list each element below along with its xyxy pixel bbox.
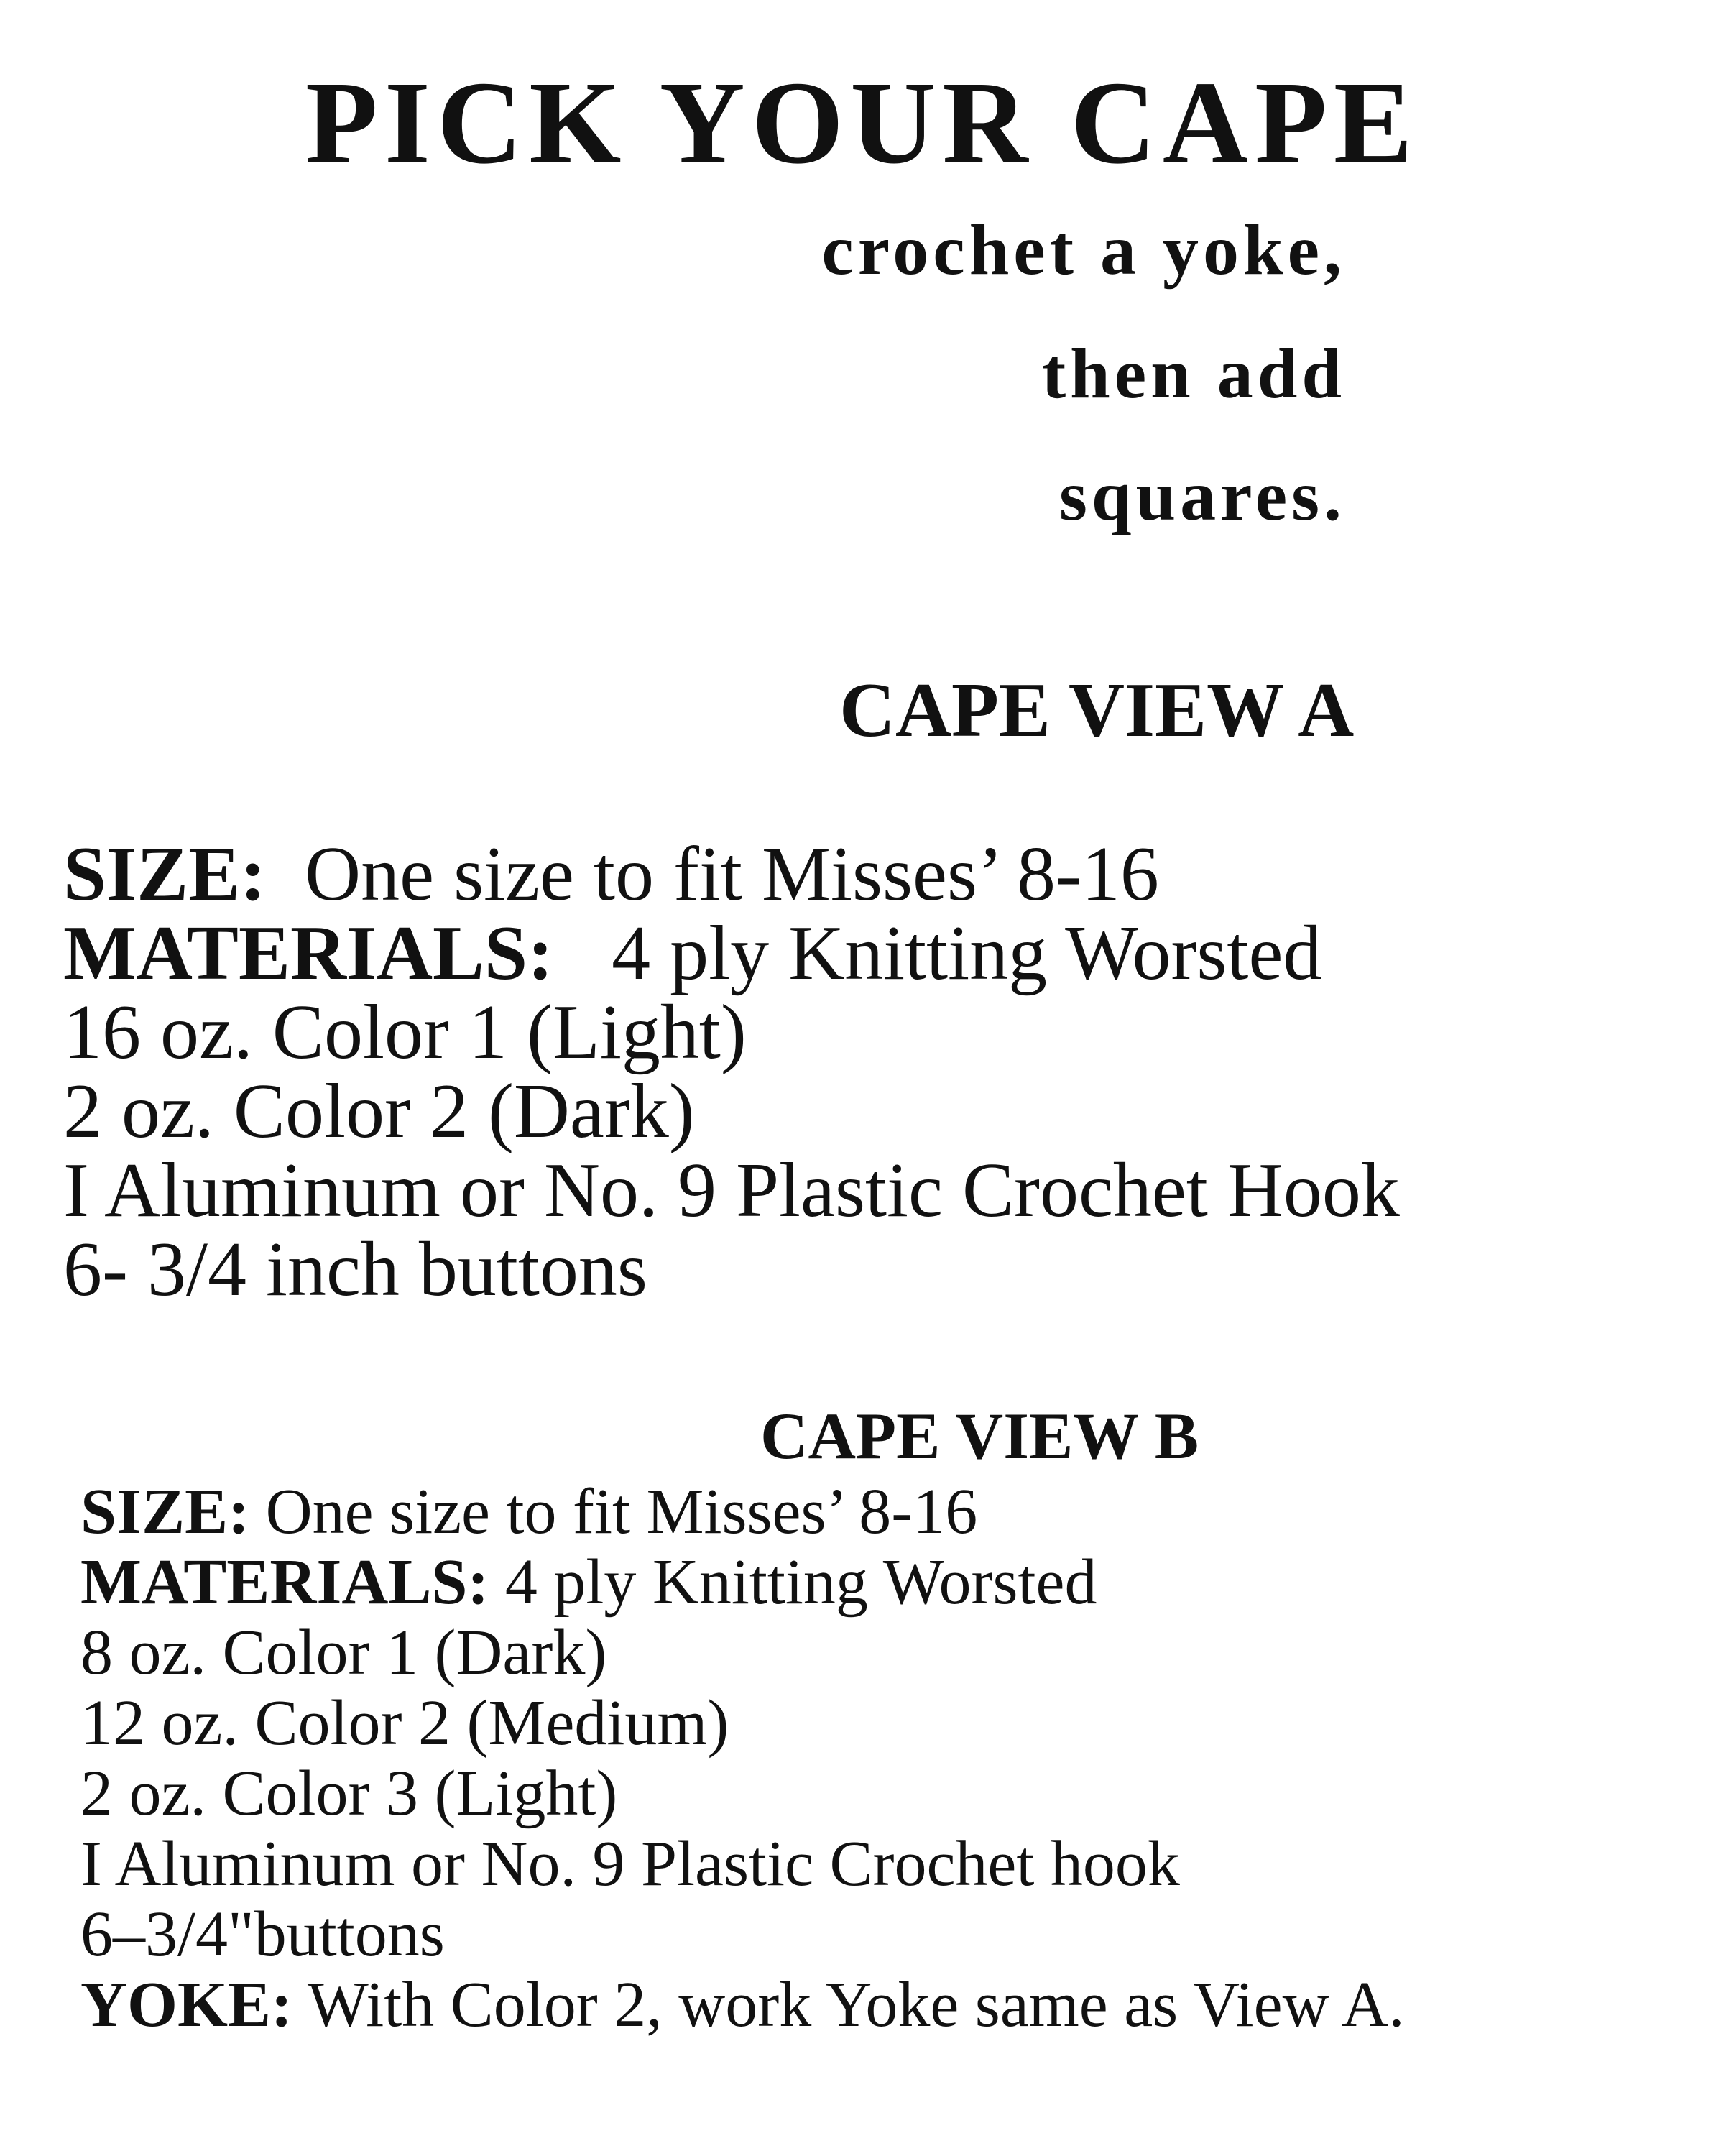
view-b-size-label: SIZE: bbox=[80, 1476, 250, 1547]
view-b-materials-line bbox=[80, 1547, 1405, 1618]
view-a-size-line bbox=[63, 831, 1400, 917]
view-b-size-line bbox=[80, 1477, 1405, 1547]
view-b-yoke-label: YOKE: bbox=[80, 1969, 293, 2040]
view-a-materials-line bbox=[63, 911, 1400, 996]
view-b-item: 6–3/4"buttons bbox=[80, 1899, 445, 1970]
view-b-item: 12 oz. Color 2 (Medium) bbox=[80, 1687, 729, 1759]
view-b-heading: CAPE VIEW B bbox=[760, 1399, 1199, 1473]
view-b-item: I Aluminum or No. 9 Plastic Crochet hook bbox=[80, 1828, 1180, 1899]
view-a-size-value: One size to fit Misses’ 8-16 bbox=[305, 831, 1159, 917]
view-a-heading: CAPE VIEW A bbox=[839, 668, 1355, 753]
view-b-details bbox=[80, 1477, 1405, 2040]
view-b-size-value: One size to fit Misses’ 8-16 bbox=[265, 1476, 978, 1547]
page-title: PICK YOUR CAPE bbox=[305, 57, 1419, 188]
view-b-item: 8 oz. Color 1 (Dark) bbox=[80, 1617, 607, 1688]
view-b-yoke-value: With Color 2, work Yoke same as View A. bbox=[307, 1969, 1405, 2040]
view-a-size-label: SIZE: bbox=[63, 831, 267, 917]
view-b-yoke-line bbox=[80, 1970, 1405, 2040]
view-a-item: 6- 3/4 inch buttons bbox=[63, 1227, 647, 1312]
view-a-materials-label: MATERIALS: bbox=[63, 911, 554, 996]
view-b-materials-label: MATERIALS: bbox=[80, 1547, 489, 1618]
view-a-item: 16 oz. Color 1 (Light) bbox=[63, 990, 747, 1075]
view-a-item: 2 oz. Color 2 (Dark) bbox=[63, 1069, 695, 1154]
subtitle-line-1: crochet a yoke, bbox=[821, 210, 1346, 290]
view-a-materials-value: 4 ply Knitting Worsted bbox=[612, 911, 1322, 996]
subtitle-line-2: then add bbox=[1041, 333, 1346, 413]
view-a-item: I Aluminum or No. 9 Plastic Crochet Hook bbox=[63, 1148, 1400, 1233]
view-b-item: 2 oz. Color 3 (Light) bbox=[80, 1758, 618, 1829]
subtitle-line-3: squares. bbox=[1058, 456, 1346, 535]
view-a-details bbox=[63, 831, 1400, 1312]
view-b-materials-value: 4 ply Knitting Worsted bbox=[504, 1547, 1097, 1618]
